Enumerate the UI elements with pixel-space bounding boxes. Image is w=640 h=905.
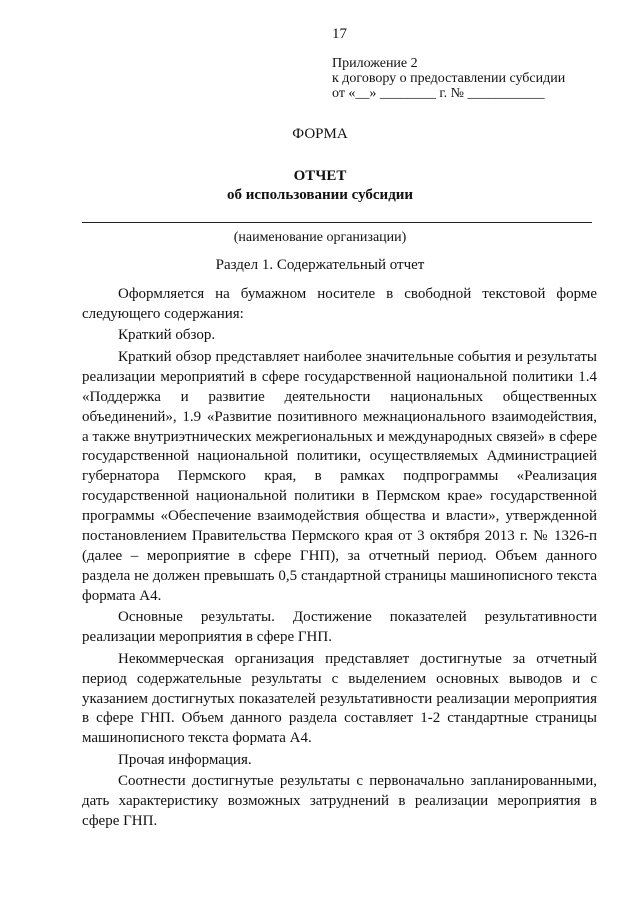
paragraph: Прочая информация.: [118, 751, 252, 768]
body-text: [82, 285, 597, 834]
page-number: 17: [332, 26, 347, 42]
document-subtitle: об использовании субсидии: [226, 187, 414, 203]
document-title: ОТЧЕТ: [293, 168, 347, 184]
organization-name-line: [82, 222, 592, 223]
appendix-header: [332, 56, 565, 101]
paragraph: Основные результаты. Достижение показателей результативности реализации мероприятия в сфере ГНП.: [82, 609, 597, 646]
appendix-line: от «__» ________ г. № ___________: [332, 86, 545, 101]
form-label: ФОРМА: [292, 126, 348, 142]
paragraph: Оформляется на бумажном носителе в свободной текстовой форме следующего содержания:: [82, 286, 597, 322]
section-title: Раздел 1. Содержательный отчет: [215, 257, 425, 273]
paragraph: Соотнести достигнутые результаты с первоначально запланированными, дать характеристику возможных затруднений в реализации мероприятия в сфере ГНП.: [82, 773, 597, 830]
appendix-line: Приложение 2: [332, 56, 418, 71]
organization-caption: (наименование организации): [233, 230, 407, 245]
paragraph: Некоммерческая организация представляет достигнутые за отчетный период содержательные результаты с выделением основных выводов и с указанием достигнутых показателей результативности реализации мероприятия в сфере ГНП. Объем данного раздела составляет 1-2 стандартные страницы машинописного текста формата А4.: [82, 650, 597, 747]
appendix-line: к договору о предоставлении субсидии: [332, 71, 566, 86]
paragraph: Краткий обзор представляет наиболее значительные события и результаты реализации мероприятий в сфере государственной национальной политики 1.4 «Поддержка и развитие деятельности национальных общественных объединений», 1.9 «Развитие позитивного межнационального взаимодействия, а также внутриэтнических межрегиональных и международных связей» в сфере государственной национальной политики, осуществляемых Администрацией губернатора Пермского края, в рамках подпрограммы «Реализация государственной национальной политики в Пермском крае» государственной программы «Обеспечение взаимодействия общества и власти», утвержденной постановлением Правительства Пермского края от 3 октября 2013 г. № 1326-п (далее – мероприятие в сфере ГНП), за отчетный период. Объем данного раздела не должен превышать 0,5 стандартной страницы машинописного текста формата А4.: [82, 348, 597, 604]
paragraph: Краткий обзор.: [118, 327, 216, 344]
